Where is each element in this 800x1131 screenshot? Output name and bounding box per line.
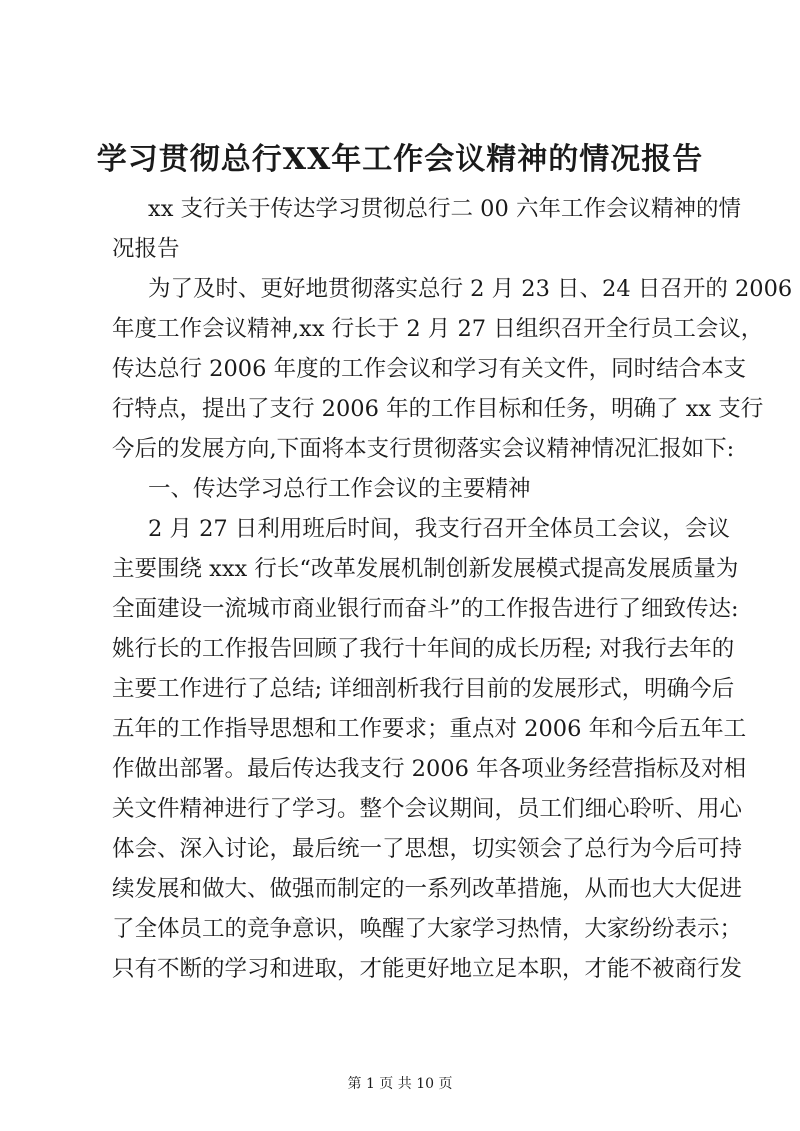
text-line: 姚行长的工作报告回顾了我行十年间的成长历程; 对我行去年的 xyxy=(112,636,735,662)
text-line: 全面建设一流城市商业银行而奋斗”的工作报告进行了细致传达: xyxy=(112,596,739,622)
text-line: 主要围绕 xxx 行长“改革发展机制创新发展模式提高发展质量为 xyxy=(112,556,739,582)
text-line: 主要工作进行了总结; 详细剖析我行目前的发展形式，明确今后 xyxy=(112,676,735,702)
text-line: 了全体员工的竞争意识，唤醒了大家学习热情，大家纷纷表示； xyxy=(112,916,743,942)
text-line: 况报告 xyxy=(112,236,180,262)
text-line: 行特点，提出了支行 2006 年的工作目标和任务，明确了 xx 支行 xyxy=(112,396,764,422)
text-line: 今后的发展方向,下面将本支行贯彻落实会议精神情况汇报如下: xyxy=(112,436,735,462)
text-line: 传达总行 2006 年度的工作会议和学习有关文件，同时结合本支 xyxy=(112,356,747,382)
text-line: 体会、深入讨论，最后统一了思想，切实领会了总行为今后可持 xyxy=(112,836,743,862)
text-line: 2 月 27 日利用班后时间，我支行召开全体员工会议，会议 xyxy=(148,516,730,542)
document-title: 学习贯彻总行XX年工作会议精神的情况报告 xyxy=(96,142,704,177)
text-line: 作做出部署。最后传达我支行 2006 年各项业务经营指标及对相 xyxy=(112,756,747,782)
text-line: 关文件精神进行了学习。整个会议期间，员工们细心聆听、用心 xyxy=(112,796,743,822)
text-line: 一、传达学习总行工作会议的主要精神 xyxy=(148,476,531,502)
text-line: 年度工作会议精神,xx 行长于 2 月 27 日组织召开全行员工会议， xyxy=(112,316,764,342)
text-line: xx 支行关于传达学习贯彻总行二 00 六年工作会议精神的情 xyxy=(148,196,741,222)
text-line: 五年的工作指导思想和工作要求；重点对 2006 年和今后五年工 xyxy=(112,716,747,742)
document-body xyxy=(112,189,793,989)
page-number-footer: 第 1 页 共 10 页 xyxy=(347,1076,453,1092)
text-line: 只有不断的学习和进取，才能更好地立足本职，才能不被商行发 xyxy=(112,956,743,982)
text-line: 续发展和做大、做强而制定的一系列改革措施，从而也大大促进 xyxy=(112,876,743,902)
text-line: 为了及时、更好地贯彻落实总行 2 月 23 日、24 日召开的 2006 xyxy=(148,276,793,302)
